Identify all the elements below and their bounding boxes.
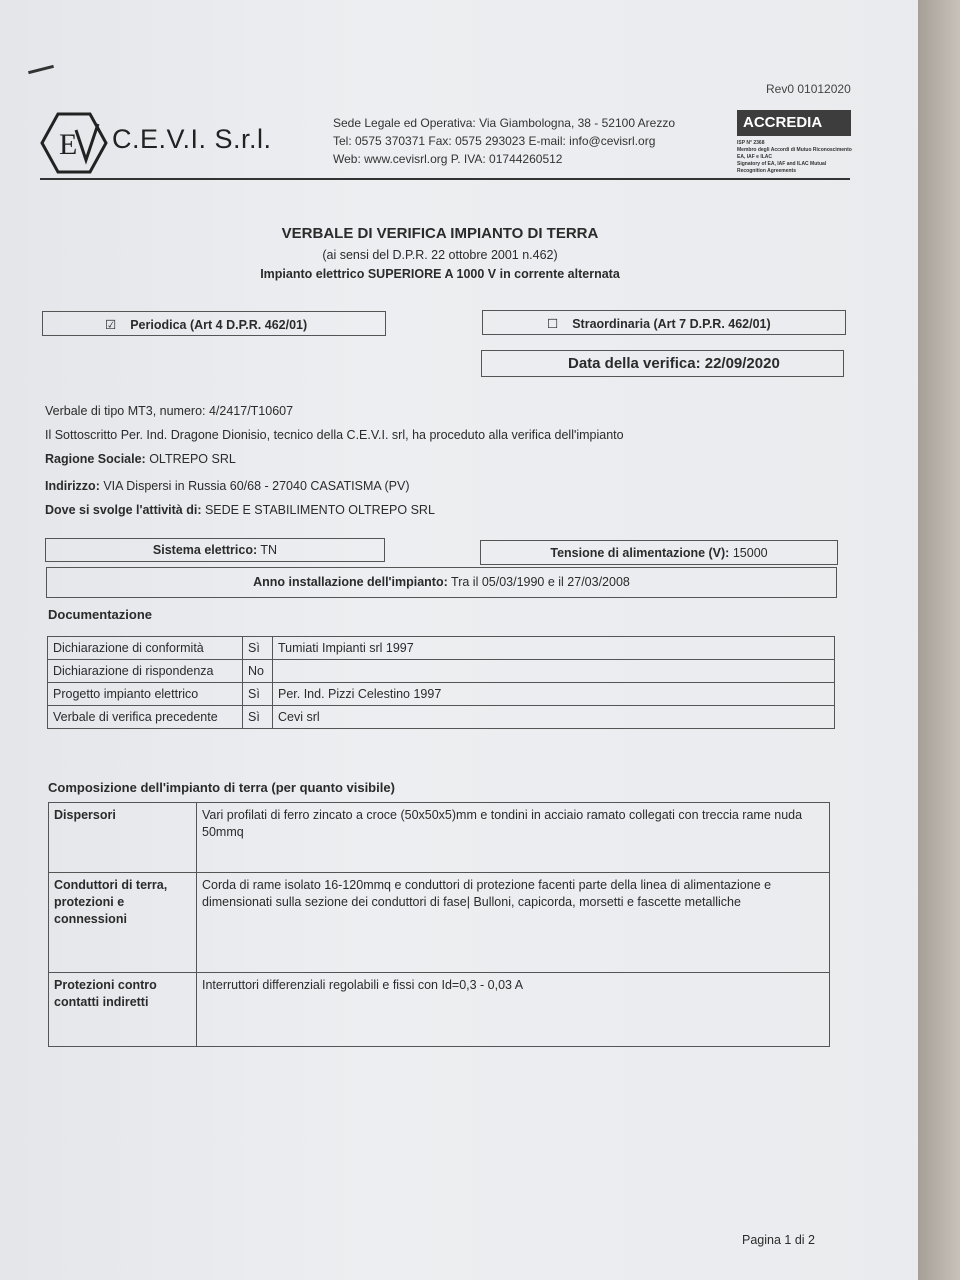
sistema-elettrico-box: Sistema elettrico: TN bbox=[45, 538, 385, 562]
documentazione-table bbox=[47, 636, 835, 729]
table-row: Progetto impianto elettrico Sì Per. Ind. Pizzi Celestino 1997 bbox=[48, 683, 835, 706]
checkbox-checked-icon: ☑ bbox=[105, 318, 117, 332]
anno-installazione-box: Anno installazione dell'impianto: Tra il 05/03/1990 e il 27/03/2008 bbox=[46, 567, 837, 598]
verbale-number: Verbale di tipo MT3, numero: 4/2417/T10607 bbox=[45, 404, 294, 418]
table-row: Dichiarazione di conformità Sì Tumiati Impianti srl 1997 bbox=[48, 637, 835, 660]
revision-code: Rev0 01012020 bbox=[766, 82, 851, 96]
checkbox-empty-icon: ☐ bbox=[547, 317, 559, 331]
document-law-reference: (ai sensi del D.P.R. 22 ottobre 2001 n.462) bbox=[322, 248, 558, 262]
accredia-logo: ACCREDIA bbox=[737, 110, 851, 136]
technician-statement: Il Sottoscritto Per. Ind. Dragone Dionisio, tecnico della C.E.V.I. srl, ha proceduto alla verifica dell'impianto bbox=[45, 428, 624, 442]
table-row: Dichiarazione di rispondenza No bbox=[48, 660, 835, 683]
company-name: C.E.V.I. S.r.l. bbox=[112, 124, 272, 154]
address-line-2: Tel: 0575 370371 Fax: 0575 293023 E-mail: info@cevisrl.org bbox=[333, 134, 656, 148]
table-row: Verbale di verifica precedente Sì Cevi srl bbox=[48, 706, 835, 729]
periodica-label: Periodica (Art 4 D.P.R. 462/01) bbox=[130, 318, 308, 332]
table-row: Protezioni contro contatti indiretti Interruttori differenziali regolabili e fissi con Id=0,3 - 0,03 A bbox=[49, 973, 830, 1047]
verification-date: Data della verifica: 22/09/2020 bbox=[481, 350, 844, 377]
straordinaria-label: Straordinaria (Art 7 D.P.R. 462/01) bbox=[572, 317, 771, 331]
periodica-box bbox=[42, 311, 386, 336]
documentazione-heading: Documentazione bbox=[48, 607, 153, 622]
header-divider bbox=[40, 178, 850, 180]
table-row: Dispersori Vari profilati di ferro zincato a croce (50x50x5)mm e tondini in acciaio ramato collegati con treccia rame nuda 50mmq bbox=[49, 803, 830, 873]
address-line-3: Web: www.cevisrl.org P. IVA: 01744260512 bbox=[333, 152, 563, 166]
address-line-1: Sede Legale ed Operativa: Via Giambologna, 38 - 52100 Arezzo bbox=[333, 116, 676, 130]
composizione-table bbox=[48, 802, 830, 1047]
table-row: Conduttori di terra, protezioni e connessioni Corda di rame isolato 16-120mmq e conduttori di protezione facenti parte della linea di alimentazione e dimensionati sulla sezione dei conduttori di fase| Bulloni, capicorda, morsetti e fascette metalliche bbox=[49, 873, 830, 973]
svg-text:E: E bbox=[59, 128, 78, 161]
pen-mark bbox=[28, 65, 54, 74]
indirizzo: Indirizzo: VIA Dispersi in Russia 60/68 - 27040 CASATISMA (PV) bbox=[45, 479, 410, 493]
ragione-sociale: Ragione Sociale: OLTREPO SRL bbox=[45, 452, 236, 466]
attivita: Dove si svolge l'attività di: SEDE E STABILIMENTO OLTREPO SRL bbox=[45, 503, 435, 517]
composizione-heading: Composizione dell'impianto di terra (per quanto visibile) bbox=[48, 780, 395, 795]
tensione-box: Tensione di alimentazione (V): 15000 bbox=[480, 540, 838, 565]
page-number: Pagina 1 di 2 bbox=[742, 1233, 815, 1247]
document-title: VERBALE DI VERIFICA IMPIANTO DI TERRA bbox=[281, 225, 599, 242]
accredia-caption: ISP N° 2368 Membro degli Accordi di Mutuo Riconoscimento EA, IAF e ILAC Signatory of EA, IAF and ILAC Mutual Recognition Agreements bbox=[737, 140, 852, 174]
cevi-logo-icon bbox=[40, 110, 108, 176]
straordinaria-box bbox=[482, 310, 846, 335]
company-address bbox=[333, 114, 675, 168]
document-subtitle: Impianto elettrico SUPERIORE A 1000 V in corrente alternata bbox=[260, 267, 620, 281]
page-edge-background bbox=[918, 0, 960, 1280]
